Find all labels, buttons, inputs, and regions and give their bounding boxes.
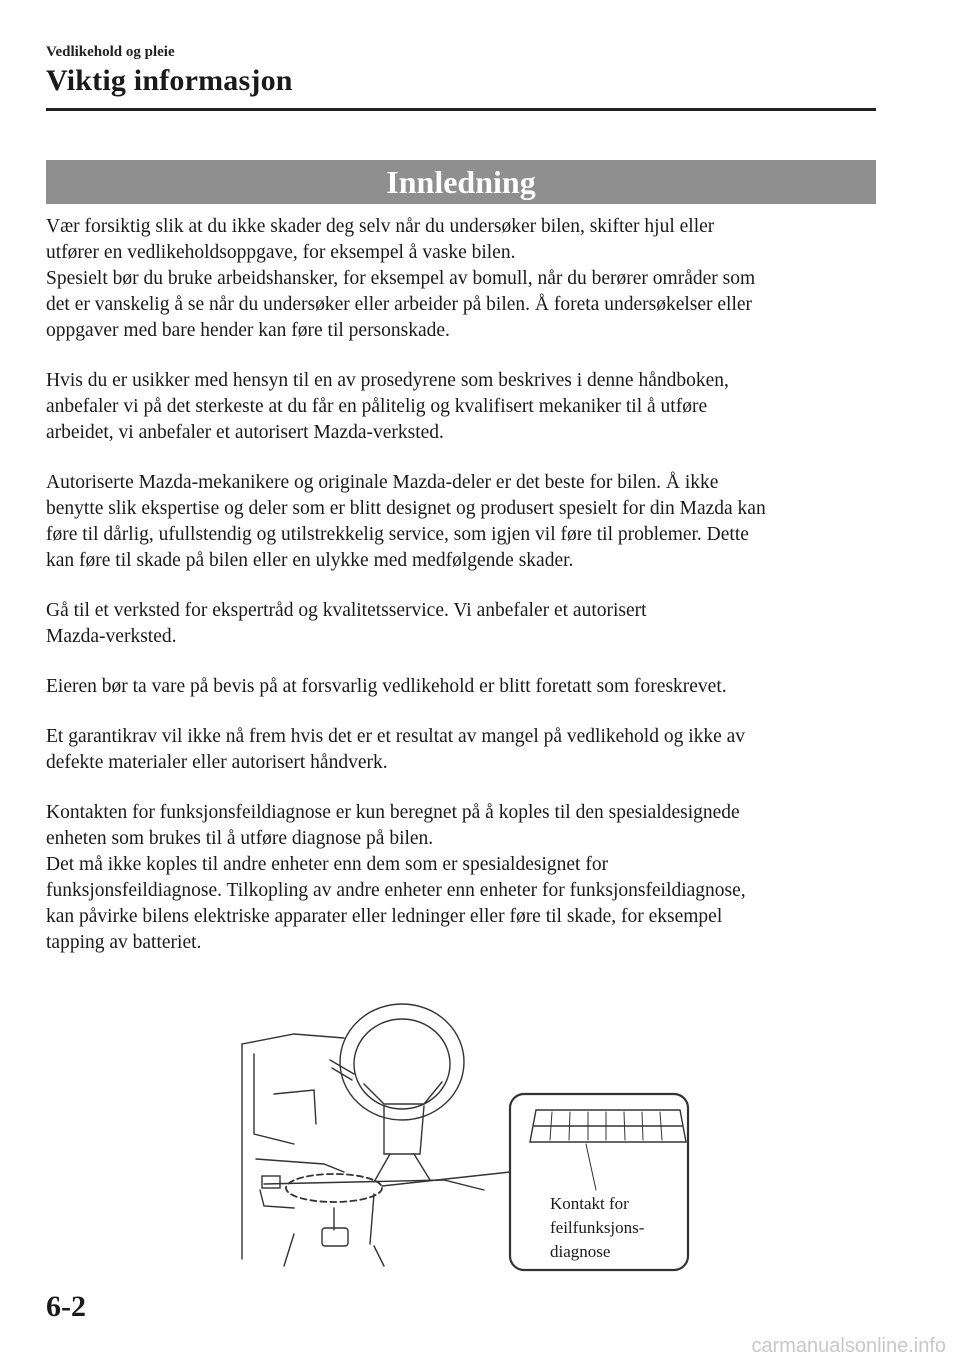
fuse-box bbox=[262, 1176, 280, 1188]
watermark: carmanualsonline.info bbox=[751, 1335, 946, 1357]
text-line: føre til dårlig, ufullstendig og utilstrekkelig service, som igjen vil føre til problemer. Dette bbox=[46, 524, 749, 545]
page-title: Viktig informasjon bbox=[46, 64, 293, 97]
text-line: arbeidet, vi anbefaler et autorisert Mazda-verksted. bbox=[46, 422, 444, 443]
steering-wheel-inner bbox=[354, 1019, 450, 1109]
text-line: det er vanskelig å se når du undersøker eller arbeider på bilen. Å foreta undersøkelser eller bbox=[46, 294, 753, 315]
callout-line: Kontakt for bbox=[550, 1194, 629, 1213]
steering-column bbox=[374, 1154, 430, 1182]
steering-wheel-icon bbox=[340, 1004, 464, 1120]
dashboard-outline bbox=[242, 1034, 344, 1044]
pedal-icon bbox=[322, 1228, 348, 1246]
text-line: Spesielt bør du bruke arbeidshansker, for eksempel av bomull, når du berører områder som bbox=[46, 268, 756, 289]
text-line: enheten som brukes til å utføre diagnose på bilen. bbox=[46, 828, 434, 849]
section-label: Vedlikehold og pleie bbox=[46, 44, 175, 60]
paragraph bbox=[46, 800, 876, 956]
text-line: defekte materialer eller autorisert håndverk. bbox=[46, 752, 388, 773]
callout-pointer bbox=[586, 1144, 596, 1190]
text-line: funksjonsfeildiagnose. Tilkopling av andre enheter enn enheter for funksjonsfeildiagnose, bbox=[46, 880, 746, 901]
page-number: 6-2 bbox=[46, 1290, 86, 1323]
paragraph bbox=[46, 470, 876, 574]
text-line: Det må ikke koples til andre enheter enn dem som er spesialdesignet for bbox=[46, 854, 609, 875]
pedal-arm bbox=[370, 1194, 374, 1244]
paragraph bbox=[46, 724, 876, 776]
dashboard-outline bbox=[254, 1054, 294, 1144]
dashboard-outline bbox=[256, 1159, 344, 1172]
callout-leader bbox=[382, 1172, 510, 1186]
floor-line bbox=[284, 1234, 384, 1266]
body-text bbox=[46, 214, 876, 980]
text-line: oppgaver med bare hender kan føre til personskade. bbox=[46, 320, 450, 341]
callout-line: feilfunksjons- bbox=[550, 1218, 645, 1237]
text-line: anbefaler vi på det sterkeste at du får en pålitelig og kvalifisert mekaniker til å utføre bbox=[46, 396, 708, 417]
steering-column bbox=[384, 1106, 424, 1154]
paragraph bbox=[46, 368, 876, 446]
paragraph bbox=[46, 214, 876, 344]
lower-panel bbox=[264, 1180, 484, 1190]
text-line: Kontakten for funksjonsfeildiagnose er kun beregnet på å koples til den spesialdesignede bbox=[46, 802, 740, 823]
text-line: kan føre til skade på bilen eller en ulykke med medfølgende skader. bbox=[46, 550, 574, 571]
section-banner: Innledning bbox=[46, 160, 876, 204]
paragraph bbox=[46, 598, 876, 650]
diagnostic-connector-illustration bbox=[234, 994, 694, 1274]
text-line: Mazda-verksted. bbox=[46, 626, 177, 647]
connector-location-marker bbox=[286, 1174, 382, 1202]
callout-line: diagnose bbox=[550, 1242, 611, 1261]
text-line: Vær forsiktig slik at du ikke skader deg selv når du undersøker bilen, skifter hjul eller bbox=[46, 216, 715, 237]
text-line: Autoriserte Mazda-mekanikere og originale Mazda-deler er det beste for bilen. Å ikke bbox=[46, 472, 719, 493]
text-line: Gå til et verksted for ekspertråd og kvalitetsservice. Vi anbefaler et autorisert bbox=[46, 600, 647, 621]
text-line: tapping av batteriet. bbox=[46, 932, 202, 953]
text-line: Eieren bør ta vare på bevis på at forsvarlig vedlikehold er blitt foretatt som foreskrevet. bbox=[46, 676, 727, 697]
text-line: Hvis du er usikker med hensyn til en av prosedyrene som beskrives i denne håndboken, bbox=[46, 370, 729, 391]
text-line: kan påvirke bilens elektriske apparater eller ledninger eller føre til skade, for eksempel bbox=[46, 906, 723, 927]
text-line: benytte slik ekspertise og deler som er blitt designet og produsert spesielt for din Mazda kan bbox=[46, 498, 766, 519]
title-rule bbox=[46, 108, 876, 111]
text-line: Et garantikrav vil ikke nå frem hvis det er et resultat av mangel på vedlikehold og ikke av bbox=[46, 726, 746, 747]
callout-label bbox=[550, 1192, 644, 1264]
dashboard-outline bbox=[274, 1090, 316, 1124]
paragraph bbox=[46, 674, 876, 700]
lower-panel bbox=[260, 1190, 294, 1208]
text-line: utfører en vedlikeholdsoppgave, for eksempel å vaske bilen. bbox=[46, 242, 516, 263]
